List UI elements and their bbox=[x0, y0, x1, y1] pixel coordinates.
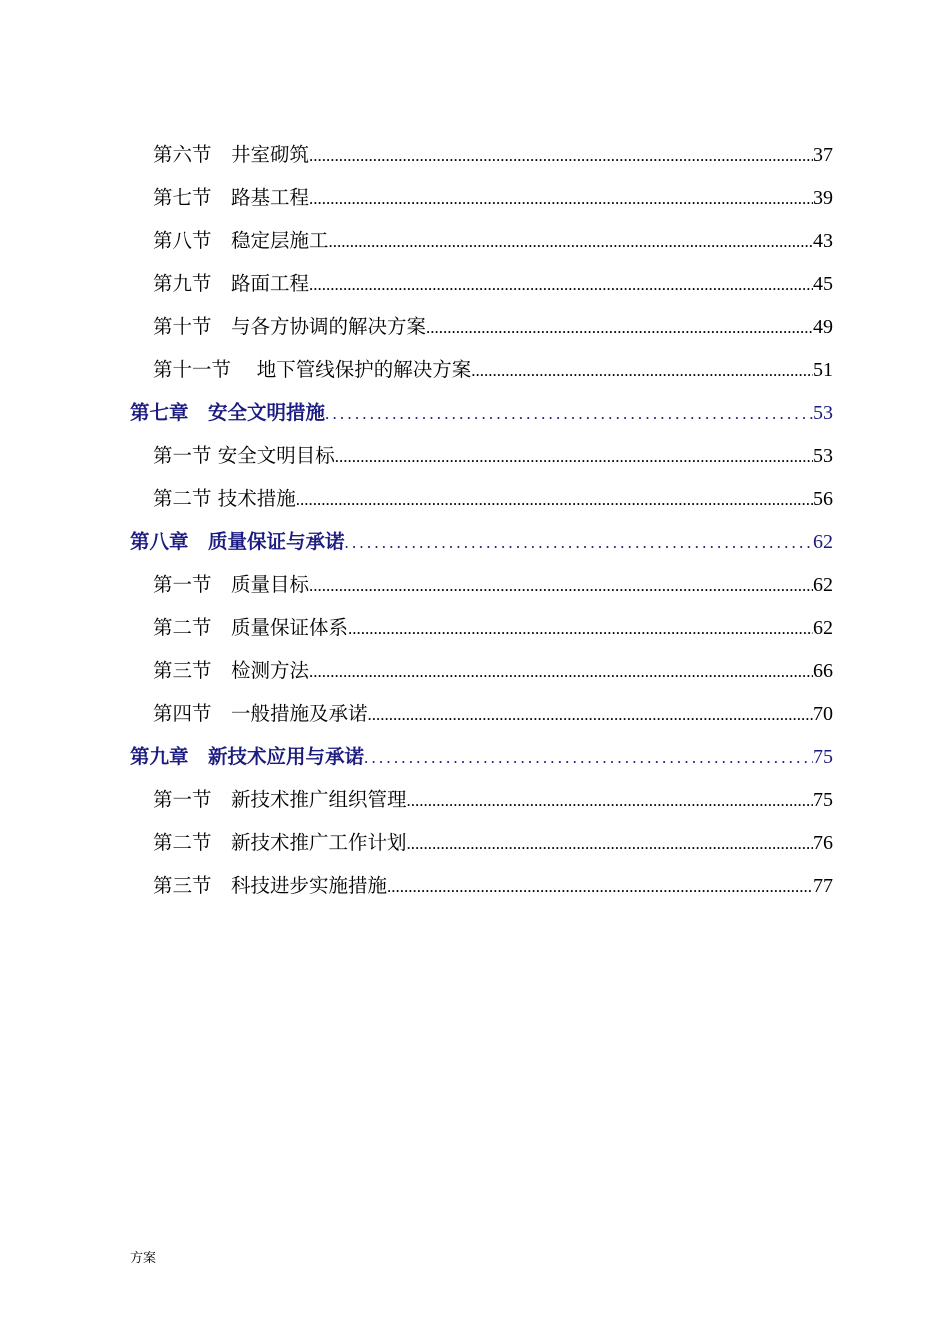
dot-leader bbox=[296, 478, 813, 521]
toc-entry-label: 第三节 检测方法 bbox=[153, 659, 310, 682]
dot-leader bbox=[309, 177, 813, 220]
toc-entry[interactable] bbox=[130, 692, 833, 735]
toc-entry-page: 56 bbox=[813, 488, 833, 510]
toc-entry[interactable] bbox=[130, 219, 833, 262]
toc-entry-label: 第七节 路基工程 bbox=[153, 186, 310, 209]
toc-entry-label: 第一节 新技术推广组织管理 bbox=[153, 788, 407, 811]
toc-entry-page: 66 bbox=[813, 660, 833, 682]
toc-entry[interactable] bbox=[130, 348, 833, 391]
dot-leader bbox=[364, 736, 813, 779]
toc-entry[interactable] bbox=[130, 305, 833, 348]
dot-leader bbox=[426, 306, 813, 349]
page-footer: 方案 bbox=[130, 1251, 157, 1266]
toc-entry-label: 第一节 安全文明目标 bbox=[153, 444, 335, 467]
toc-entry-page: 43 bbox=[813, 230, 833, 252]
toc-entry[interactable] bbox=[130, 821, 833, 864]
toc-entry-page: 51 bbox=[813, 359, 833, 381]
toc-entry[interactable] bbox=[130, 434, 833, 477]
dot-leader bbox=[407, 822, 813, 865]
toc-entry[interactable] bbox=[130, 778, 833, 821]
dot-leader bbox=[309, 650, 813, 693]
toc-chapter-page: 62 bbox=[813, 531, 833, 553]
toc-entry-page: 53 bbox=[813, 445, 833, 467]
dot-leader bbox=[407, 779, 813, 822]
table-of-contents bbox=[130, 133, 833, 907]
toc-entry-page: 70 bbox=[813, 703, 833, 725]
toc-entry-page: 77 bbox=[813, 875, 833, 897]
dot-leader bbox=[471, 349, 813, 392]
dot-leader bbox=[345, 521, 813, 564]
toc-entry-label: 第十一节 地下管线保护的解决方案 bbox=[153, 358, 472, 381]
dot-leader bbox=[309, 134, 813, 177]
dot-leader bbox=[329, 220, 813, 263]
toc-entry[interactable] bbox=[130, 649, 833, 692]
toc-chapter-entry[interactable] bbox=[130, 735, 833, 778]
toc-entry-label: 第二节 新技术推广工作计划 bbox=[153, 831, 407, 854]
toc-entry-page: 75 bbox=[813, 789, 833, 811]
dot-leader bbox=[368, 693, 813, 736]
dot-leader bbox=[335, 435, 813, 478]
toc-chapter-label: 第八章 质量保证与承诺 bbox=[130, 530, 345, 553]
toc-entry-label: 第二节 技术措施 bbox=[153, 487, 296, 510]
toc-chapter-page: 53 bbox=[813, 402, 833, 424]
toc-chapter-page: 75 bbox=[813, 746, 833, 768]
dot-leader bbox=[348, 607, 813, 650]
toc-entry[interactable] bbox=[130, 477, 833, 520]
toc-chapter-label: 第九章 新技术应用与承诺 bbox=[130, 745, 365, 768]
toc-chapter-entry[interactable] bbox=[130, 391, 833, 434]
toc-entry-label: 第四节 一般措施及承诺 bbox=[153, 702, 368, 725]
toc-entry-page: 45 bbox=[813, 273, 833, 295]
toc-entry-page: 37 bbox=[813, 144, 833, 166]
toc-entry-page: 76 bbox=[813, 832, 833, 854]
toc-entry-page: 39 bbox=[813, 187, 833, 209]
toc-entry[interactable] bbox=[130, 133, 833, 176]
dot-leader bbox=[309, 263, 813, 306]
toc-entry-label: 第一节 质量目标 bbox=[153, 573, 310, 596]
toc-entry-label: 第九节 路面工程 bbox=[153, 272, 310, 295]
dot-leader bbox=[387, 865, 813, 908]
toc-entry[interactable] bbox=[130, 262, 833, 305]
toc-entry-label: 第八节 稳定层施工 bbox=[153, 229, 329, 252]
toc-entry-page: 49 bbox=[813, 316, 833, 338]
toc-entry-label: 第三节 科技进步实施措施 bbox=[153, 874, 388, 897]
toc-entry-page: 62 bbox=[813, 574, 833, 596]
toc-chapter-label: 第七章 安全文明措施 bbox=[130, 401, 326, 424]
toc-chapter-entry[interactable] bbox=[130, 520, 833, 563]
dot-leader bbox=[325, 392, 813, 435]
dot-leader bbox=[309, 564, 813, 607]
toc-entry[interactable] bbox=[130, 864, 833, 907]
toc-entry[interactable] bbox=[130, 563, 833, 606]
toc-entry[interactable] bbox=[130, 606, 833, 649]
toc-entry-label: 第二节 质量保证体系 bbox=[153, 616, 349, 639]
toc-entry-label: 第六节 井室砌筑 bbox=[153, 143, 310, 166]
toc-entry-page: 62 bbox=[813, 617, 833, 639]
toc-entry-label: 第十节 与各方协调的解决方案 bbox=[153, 315, 427, 338]
toc-entry[interactable] bbox=[130, 176, 833, 219]
